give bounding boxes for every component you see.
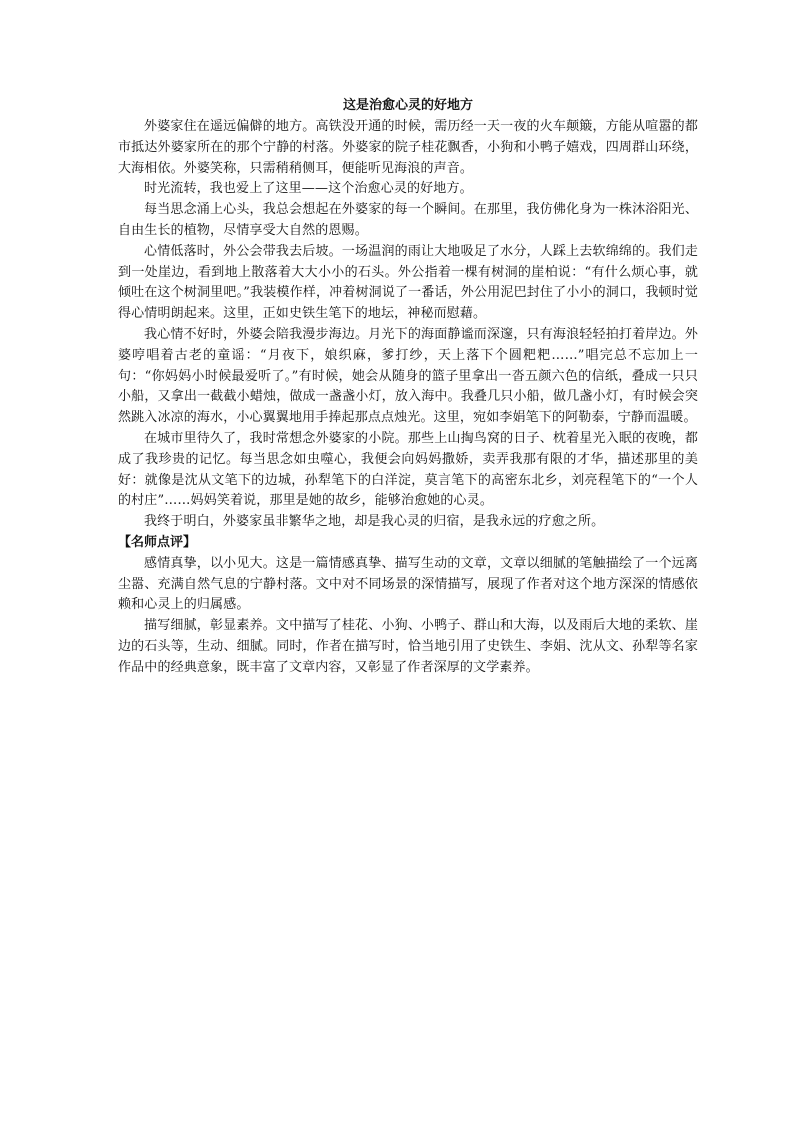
body-paragraph-3: 每当思念涌上心头，我总会想起在外婆家的每一个瞬间。在那里，我仿佛化身为一株沐浴阳光、自由生长的植物，尽情享受大自然的恩赐。: [118, 202, 698, 238]
document-title: 这是治愈心灵的好地方: [342, 98, 473, 113]
body-paragraph-4: 心情低落时，外公会带我去后坡。一场温润的雨让大地吸足了水分，人踩上去软绵绵的。我们走到一处崖边，看到地上散落着大大小小的石头。外公指着一棵有树洞的崖柏说：“有什么烦心事，就倾吐在这个树洞里吧。”我装模作样，冲着树洞说了一番话，外公用泥巴封住了小小的洞口，我顿时觉得心情明朗起来。这里，正如史铁生笔下的地坛，神秘而慰藉。: [118, 243, 698, 322]
body-paragraph-6: 在城市里待久了，我时常想念外婆家的小院。那些上山掏鸟窝的日子、枕着星光入眠的夜晚，都成了我珍贵的记忆。每当思念如虫噬心，我便会向妈妈撒娇，卖弄我那有限的才华，描述那里的美好：就像是沈从文笔下的边城，孙犁笔下的白洋淀，莫言笔下的高密东北乡，刘亮程笔下的“一个人的村庄”……妈妈笑着说，那里是她的故乡，能够治愈她的心灵。: [118, 430, 698, 509]
body-paragraph-7: 我终于明白，外婆家虽非繁华之地，却是我心灵的归宿，是我永远的疗愈之所。: [144, 514, 605, 530]
body-paragraph-5: 我心情不好时，外婆会陪我漫步海边。月光下的海面静谧而深邃，只有海浪轻轻拍打着岸边。外婆哼唱着古老的童谣：“月夜下，娘织麻，爹打纱，天上落下个圆粑粑……”唱完总不忘加上一句：“你妈妈小时候最爱听了。”有时候，她会从随身的篮子里拿出一沓五颜六色的信纸，叠成一只只小船，又拿出一截截小蜡烛，做成一盏盏小灯，放入海中。我叠几只小船，做几盏小灯，有时候会突然跳入冰凉的海水，小心翼翼地用手捧起那点点烛光。这里，宛如李娟笔下的阿勒泰，宁静而温暖。: [118, 326, 698, 426]
body-paragraph-2: 时光流转，我也爱上了这里——这个治愈心灵的好地方。: [144, 181, 473, 197]
comment-paragraph-2: 描写细腻，彰显素养。文中描写了桂花、小狗、小鸭子、群山和大海，以及雨后大地的柔软、崖边的石头等，生动、细腻。同时，作者在描写时，恰当地引用了史铁生、李娟、沈从文、孙犁等名家作品中的经典意象，既丰富了文章内容，又彰显了作者深厚的文学素养。: [118, 618, 698, 675]
comment-heading: 【名师点评】: [118, 534, 197, 550]
document-page: [118, 96, 698, 679]
body-paragraph-1: 外婆家住在遥远偏僻的地方。高铁没开通的时候，需历经一天一夜的火车颠簸，方能从喧嚣的都市抵达外婆家所在的那个宁静的村落。外婆家的院子桂花飘香，小狗和小鸭子嬉戏，四周群山环绕，大海相依。外婆笑称，只需稍稍侧耳，便能听见海浪的声音。: [118, 119, 698, 176]
comment-paragraph-1: 感情真挚，以小见大。这是一篇情感真挚、描写生动的文章，文章以细腻的笔触描绘了一个远离尘嚣、充满自然气息的宁静村落。文中对不同场景的深情描写，展现了作者对这个地方深深的情感依赖和心灵上的归属感。: [118, 555, 698, 613]
